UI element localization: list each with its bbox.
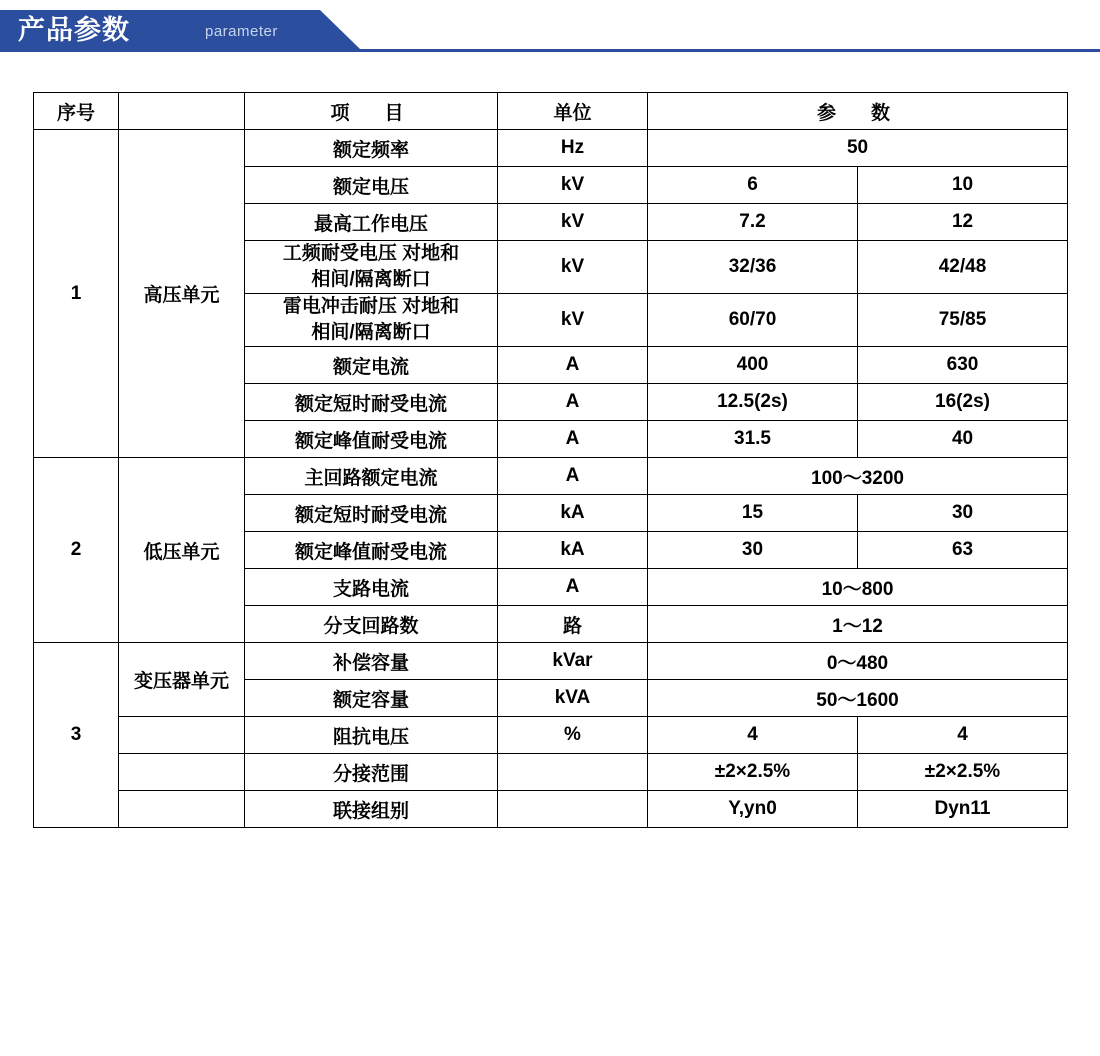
row-item bbox=[245, 294, 498, 347]
table-row bbox=[34, 754, 1068, 791]
row-item-line1: 雷电冲击耐压 对地和 bbox=[282, 296, 460, 317]
row-item: 阻抗电压 bbox=[245, 717, 498, 754]
table-row bbox=[34, 643, 1068, 680]
row-item: 主回路额定电流 bbox=[245, 458, 498, 495]
row-unit: A bbox=[498, 569, 648, 606]
row-value-1: 32/36 bbox=[648, 241, 858, 294]
row-item-line1: 工频耐受电压 对地和 bbox=[282, 243, 460, 264]
group-name-filler bbox=[119, 754, 245, 791]
header-underline bbox=[0, 49, 1100, 52]
row-item: 额定电压 bbox=[245, 167, 498, 204]
row-unit bbox=[498, 791, 648, 828]
row-unit: % bbox=[498, 717, 648, 754]
row-value-2: 16(2s) bbox=[858, 384, 1068, 421]
row-item: 分接范围 bbox=[245, 754, 498, 791]
page-title: 产品参数 bbox=[18, 15, 130, 45]
table-row bbox=[34, 791, 1068, 828]
row-value: 50～1600 bbox=[648, 680, 1068, 717]
row-item: 额定短时耐受电流 bbox=[245, 495, 498, 532]
row-unit: A bbox=[498, 384, 648, 421]
row-unit: kVar bbox=[498, 643, 648, 680]
row-item: 额定容量 bbox=[245, 680, 498, 717]
row-value-1: 7.2 bbox=[648, 204, 858, 241]
group-no: 3 bbox=[34, 643, 119, 828]
group-name: 高压单元 bbox=[119, 130, 245, 458]
row-unit bbox=[498, 754, 648, 791]
row-value: 100～3200 bbox=[648, 458, 1068, 495]
row-item-line2: 相间/隔离断口 bbox=[311, 322, 431, 343]
row-value-2: 10 bbox=[858, 167, 1068, 204]
table-row bbox=[34, 130, 1068, 167]
row-item: 联接组别 bbox=[245, 791, 498, 828]
row-value-2: 40 bbox=[858, 421, 1068, 458]
row-unit: kV bbox=[498, 167, 648, 204]
row-value: 10～800 bbox=[648, 569, 1068, 606]
row-value-1: 4 bbox=[648, 717, 858, 754]
row-unit: kV bbox=[498, 294, 648, 347]
row-item: 额定峰值耐受电流 bbox=[245, 421, 498, 458]
row-item: 额定短时耐受电流 bbox=[245, 384, 498, 421]
row-value-2: 4 bbox=[858, 717, 1068, 754]
row-value-1: 12.5(2s) bbox=[648, 384, 858, 421]
row-value-2: 75/85 bbox=[858, 294, 1068, 347]
row-unit: kV bbox=[498, 241, 648, 294]
row-value-1: 31.5 bbox=[648, 421, 858, 458]
parameter-table-container bbox=[33, 92, 1067, 828]
row-unit: 路 bbox=[498, 606, 648, 643]
group-no: 2 bbox=[34, 458, 119, 643]
table-header-row bbox=[34, 93, 1068, 130]
row-value-2: 630 bbox=[858, 347, 1068, 384]
row-item: 分支回路数 bbox=[245, 606, 498, 643]
row-value-1: 6 bbox=[648, 167, 858, 204]
row-value-2: 30 bbox=[858, 495, 1068, 532]
row-item: 最高工作电压 bbox=[245, 204, 498, 241]
header-parameter: 参 数 bbox=[648, 93, 1068, 130]
table-row bbox=[34, 717, 1068, 754]
row-value-2: 12 bbox=[858, 204, 1068, 241]
row-value-1: 15 bbox=[648, 495, 858, 532]
row-value: 1～12 bbox=[648, 606, 1068, 643]
row-value-1: ±2×2.5% bbox=[648, 754, 858, 791]
row-item: 额定峰值耐受电流 bbox=[245, 532, 498, 569]
row-value-1: 60/70 bbox=[648, 294, 858, 347]
group-name-filler bbox=[119, 717, 245, 754]
group-name: 变压器单元 bbox=[119, 643, 245, 717]
row-value-2: Dyn11 bbox=[858, 791, 1068, 828]
group-name: 低压单元 bbox=[119, 458, 245, 643]
row-item-line2: 相间/隔离断口 bbox=[311, 269, 431, 290]
row-unit: A bbox=[498, 347, 648, 384]
row-unit: Hz bbox=[498, 130, 648, 167]
row-value-1: 30 bbox=[648, 532, 858, 569]
row-unit: kA bbox=[498, 532, 648, 569]
row-value-2: 42/48 bbox=[858, 241, 1068, 294]
group-name-filler bbox=[119, 791, 245, 828]
row-unit: kVA bbox=[498, 680, 648, 717]
row-item: 额定频率 bbox=[245, 130, 498, 167]
parameter-table bbox=[33, 92, 1068, 828]
row-unit: A bbox=[498, 421, 648, 458]
row-item: 补偿容量 bbox=[245, 643, 498, 680]
row-value-2: ±2×2.5% bbox=[858, 754, 1068, 791]
page-header bbox=[0, 0, 1100, 60]
header-no: 序号 bbox=[34, 93, 119, 130]
group-no: 1 bbox=[34, 130, 119, 458]
row-item bbox=[245, 241, 498, 294]
header-unit-name bbox=[119, 93, 245, 130]
table-row bbox=[34, 458, 1068, 495]
row-unit: kV bbox=[498, 204, 648, 241]
row-value-2: 63 bbox=[858, 532, 1068, 569]
row-value-1: 400 bbox=[648, 347, 858, 384]
header-item: 项 目 bbox=[245, 93, 498, 130]
row-value: 50 bbox=[648, 130, 1068, 167]
row-item: 支路电流 bbox=[245, 569, 498, 606]
header-unit: 单位 bbox=[498, 93, 648, 130]
row-unit: A bbox=[498, 458, 648, 495]
row-value: 0～480 bbox=[648, 643, 1068, 680]
row-value-1: Y,yn0 bbox=[648, 791, 858, 828]
page-subtitle: parameter bbox=[205, 23, 278, 40]
row-item: 额定电流 bbox=[245, 347, 498, 384]
row-unit: kA bbox=[498, 495, 648, 532]
